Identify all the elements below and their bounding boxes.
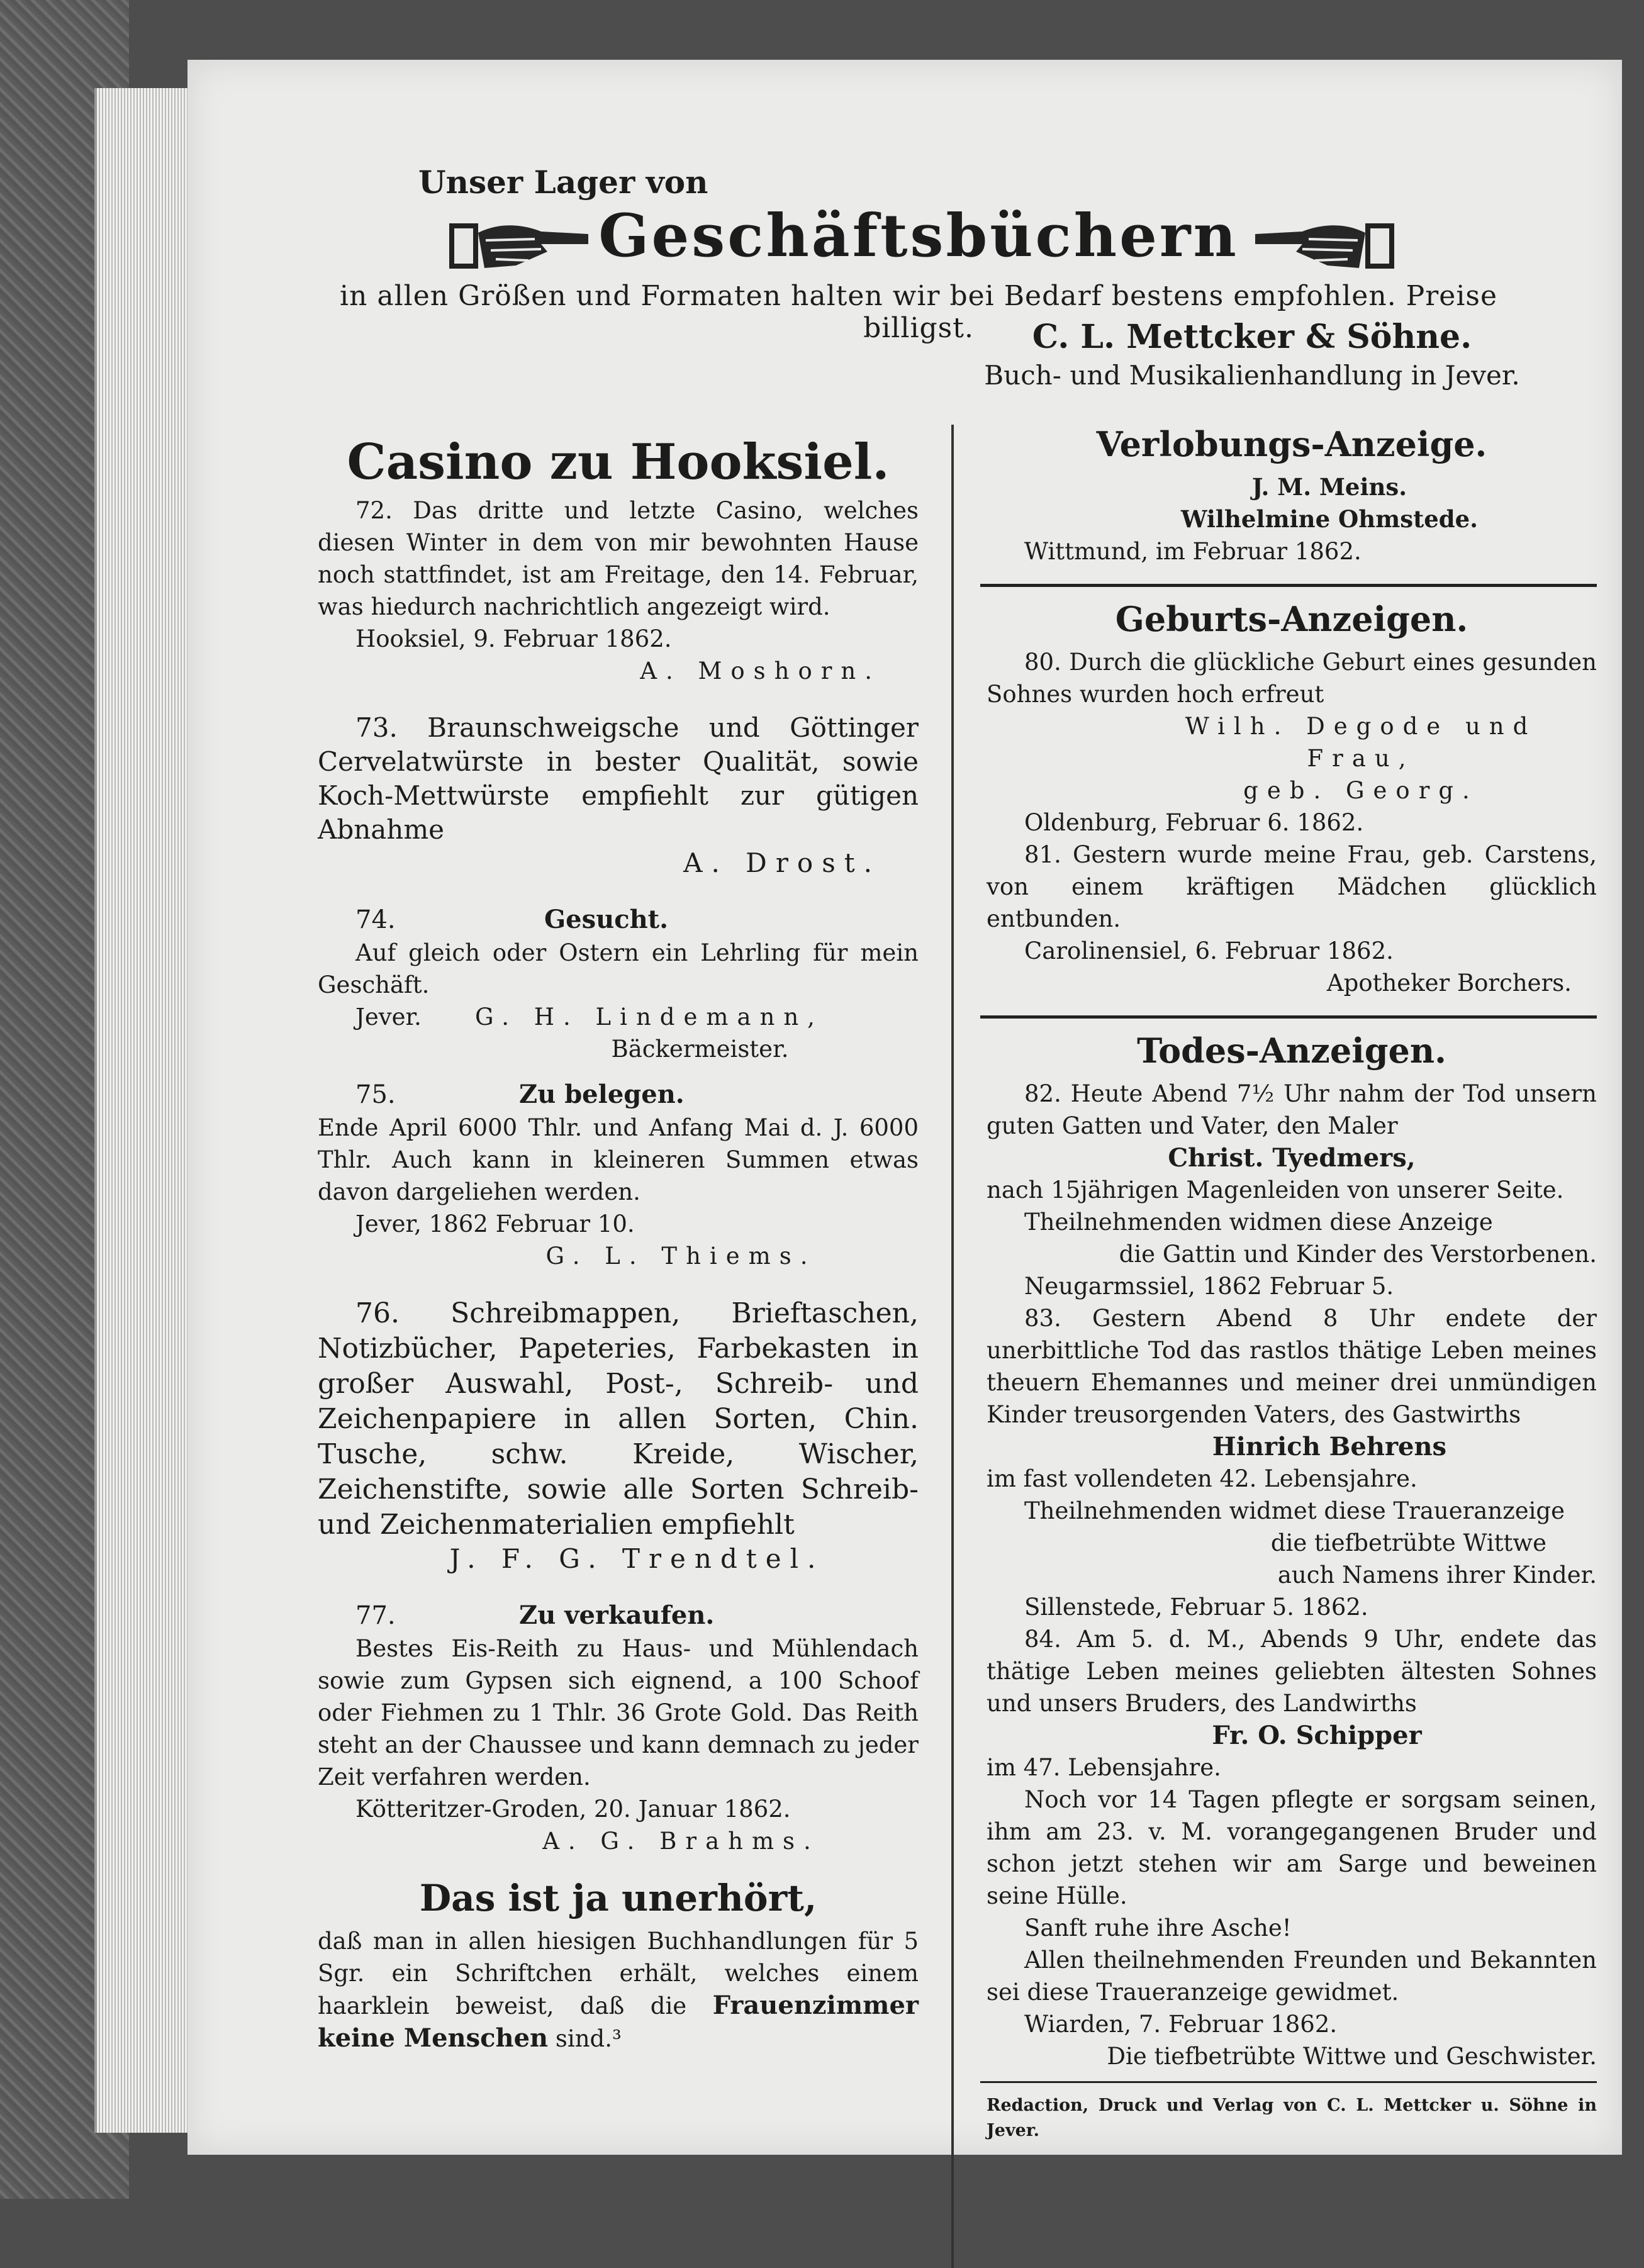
ad-84-text-4: Sanft ruhe ihre Asche! — [1024, 1914, 1292, 1941]
unerhoert-text — [318, 1925, 919, 2055]
ad-82-text: 82. Heute Abend 7½ Uhr nahm der Tod unsern guten Gatten und Vater, den Maler — [987, 1080, 1597, 1139]
ad-72-text: 72. Das dritte und letzte Casino, welches diesen Winter in dem von mir bewohnten Hause noch stattfindet, ist am Freitage, den 14. Februar, was hiedurch nachrichtlich angezeigt wird. — [318, 497, 919, 620]
ad-84-text-2: im 47. Lebensjahre. — [987, 1754, 1221, 1781]
ad-80-signature: Wilh. Degode und Frau, — [1185, 713, 1537, 772]
ad-83-name: Hinrich Behrens — [1212, 1432, 1447, 1461]
page-edges — [94, 88, 198, 2133]
column-rule — [951, 425, 954, 2268]
ad-72-signature: A. Moshorn. — [640, 657, 881, 684]
ad-82-place: Neugarmssiel, 1862 Februar 5. — [1024, 1273, 1394, 1300]
header-line2: in allen Größen und Formaten halten wir bei Bedarf bestens empfohlen. Preise billigst. — [339, 280, 1498, 344]
ad-77-number: 77. — [355, 1601, 396, 1630]
ad-84-text-5: Allen theilnehmenden Freunden und Bekannten sei diese Traueranzeige gewidmet. — [987, 1947, 1597, 2006]
pointing-hand-left-icon — [1252, 208, 1397, 277]
ad-72-place: Hooksiel, 9. Februar 1862. — [355, 625, 672, 652]
ad-80-signature-2: geb. Georg. — [1243, 777, 1479, 804]
ad-80-text: 80. Durch die glückliche Geburt eines gesunden Sohnes wurden hoch erfreut — [987, 649, 1597, 708]
rule-1 — [980, 584, 1597, 587]
ad-82-signature: die Gattin und Kinder des Verstorbenen. — [1119, 1241, 1597, 1268]
ad-80-place: Oldenburg, Februar 6. 1862. — [1024, 809, 1364, 836]
tod-title: Todes-Anzeigen. — [1137, 1031, 1446, 1071]
ad-84-signature: Die tiefbetrübte Wittwe und Geschwister. — [1107, 2043, 1597, 2070]
ad-84-place: Wiarden, 7. Februar 1862. — [1024, 2011, 1338, 2038]
ad-75-signature: G. L. Thiems. — [545, 1243, 817, 1270]
ad-84-text: 84. Am 5. d. M., Abends 9 Uhr, endete das thätige Leben meines geliebten ältesten Sohnes und unsers Bruders, des Landwirths — [987, 1626, 1597, 1717]
ad-82-text-2: nach 15jährigen Magenleiden von unserer Seite. — [987, 1176, 1564, 1204]
ad-81-signature: Apotheker Borchers. — [1326, 969, 1572, 997]
ad-75-text: Ende April 6000 Thlr. und Anfang Mai d. J. 6000 Thlr. Auch kann in kleineren Summen etwas davon dargeliehen werden. — [318, 1114, 919, 1205]
ad-83-text: 83. Gestern Abend 8 Uhr endete der unerbittliche Tod das rastlos thätige Leben meines theuern Ehemannes und meiner drei unmündigen Kinder treusorgenden Vaters, des Gastwirths — [987, 1305, 1597, 1428]
ad-74-heading: Gesucht. — [544, 905, 669, 934]
header-firm-sub: Buch- und Musikalienhandlung in Jever. — [984, 360, 1520, 391]
pointing-hand-right-icon — [447, 208, 591, 277]
verlobung-place: Wittmund, im Februar 1862. — [1024, 538, 1362, 565]
geburt-title: Geburts-Anzeigen. — [1115, 599, 1468, 639]
rule-3 — [980, 2081, 1597, 2083]
ad-76-signature: J. F. G. Trendtel. — [449, 1543, 825, 1574]
unerhoert-bold: Frauenzimmer keine Menschen — [318, 1991, 919, 2053]
unerhoert-end: sind.³ — [555, 2025, 622, 2052]
ad-73-signature: A. Drost. — [683, 847, 881, 878]
header-line1: Unser Lager von — [418, 164, 708, 201]
ad-82-text-3: Theilnehmenden widmen diese Anzeige — [1024, 1209, 1493, 1236]
ad-77-heading: Zu verkaufen. — [519, 1600, 715, 1630]
verlobung-name-2: Wilhelmine Ohmstede. — [1180, 505, 1479, 533]
ad-74-signature: G. H. Lindemann, — [475, 1003, 824, 1031]
ad-84-text-3: Noch vor 14 Tagen pflegte er sorgsam seinen, ihm am 23. v. M. vorangegangenen Bruder und schon jetzt stehen wir am Sarge und beweinen seine Hülle. — [987, 1786, 1597, 1909]
casino-title: Casino zu Hooksiel. — [347, 433, 890, 491]
rule-2 — [980, 1015, 1597, 1019]
ad-81-text: 81. Gestern wurde meine Frau, geb. Carstens, von einem kräftigen Mädchen glücklich entbunden. — [987, 841, 1597, 932]
ad-81-place: Carolinensiel, 6. Februar 1862. — [1024, 937, 1394, 964]
header-firm: C. L. Mettcker & Söhne. — [1032, 318, 1472, 356]
ad-83-signature-2: auch Namens ihrer Kinder. — [1277, 1561, 1597, 1589]
unerhoert-text-main: daß man in allen hiesigen Buchhandlungen für 5 Sgr. ein Schriftchen erhält, welches einem haarklein beweist, daß die — [318, 1928, 919, 2019]
ad-77-signature: A. G. Brahms. — [542, 1828, 820, 1855]
ad-74-number: 74. — [355, 905, 396, 934]
ad-74-text: Auf gleich oder Ostern ein Lehrling für mein Geschäft. — [318, 939, 919, 998]
left-column — [318, 359, 919, 2259]
ad-75-heading: Zu belegen. — [519, 1080, 685, 1109]
ad-74-place: Jever. — [355, 1003, 422, 1031]
right-column — [987, 359, 1597, 2259]
ad-77-text: Bestes Eis-Reith zu Haus- und Mühlendach sowie zum Gypsen sich eignend, a 100 Schoof oder Fiehmen zu 1 Thlr. 36 Grote Gold. Das Reith steht an der Chaussee und kann demnach zu jeder Zeit verfahren werden. — [318, 1635, 919, 1790]
ad-74-signature-title: Bäckermeister. — [611, 1036, 789, 1063]
ad-83-text-2: im fast vollendeten 42. Lebensjahre. — [987, 1465, 1418, 1492]
ad-73-text: 73. Braunschweigsche und Göttinger Cervelatwürste in bester Qualität, sowie Koch-Mettwürste empfiehlt zur gütigen Abnahme — [318, 712, 919, 845]
verlobung-title: Verlobungs-Anzeige. — [1096, 424, 1487, 464]
ad-83-place: Sillenstede, Februar 5. 1862. — [1024, 1594, 1368, 1621]
unerhoert-title: Das ist ja unerhört, — [419, 1877, 817, 1919]
header-title: Geschäftsbüchern — [598, 201, 1239, 271]
ad-77-place: Kötteritzer-Groden, 20. Januar 1862. — [355, 1796, 791, 1823]
ad-84-name: Fr. O. Schipper — [1212, 1721, 1422, 1750]
ad-75-number: 75. — [355, 1080, 396, 1109]
ad-83-signature: die tiefbetrübte Wittwe — [1270, 1529, 1546, 1556]
imprint: Redaction, Druck und Verlag von C. L. Mettcker u. Söhne in Jever. — [987, 2096, 1597, 2140]
ad-83-text-3: Theilnehmenden widmet diese Traueranzeige — [1024, 1497, 1565, 1524]
ad-75-place: Jever, 1862 Februar 10. — [355, 1210, 635, 1237]
verlobung-name-1: J. M. Meins. — [1251, 473, 1407, 501]
ad-76-text: 76. Schreibmappen, Brieftaschen, Notizbücher, Papeteries, Farbekasten in großer Auswahl, Post-, Schreib- und Zeichenpapiere in allen Sorten, Chin. Tusche, schw. Kreide, Wischer, Zeichenstifte, sowie alle Sorten Schreib- und Zeichenmaterialien empfiehlt — [318, 1297, 919, 1541]
ad-82-name: Christ. Tyedmers, — [1168, 1143, 1416, 1173]
